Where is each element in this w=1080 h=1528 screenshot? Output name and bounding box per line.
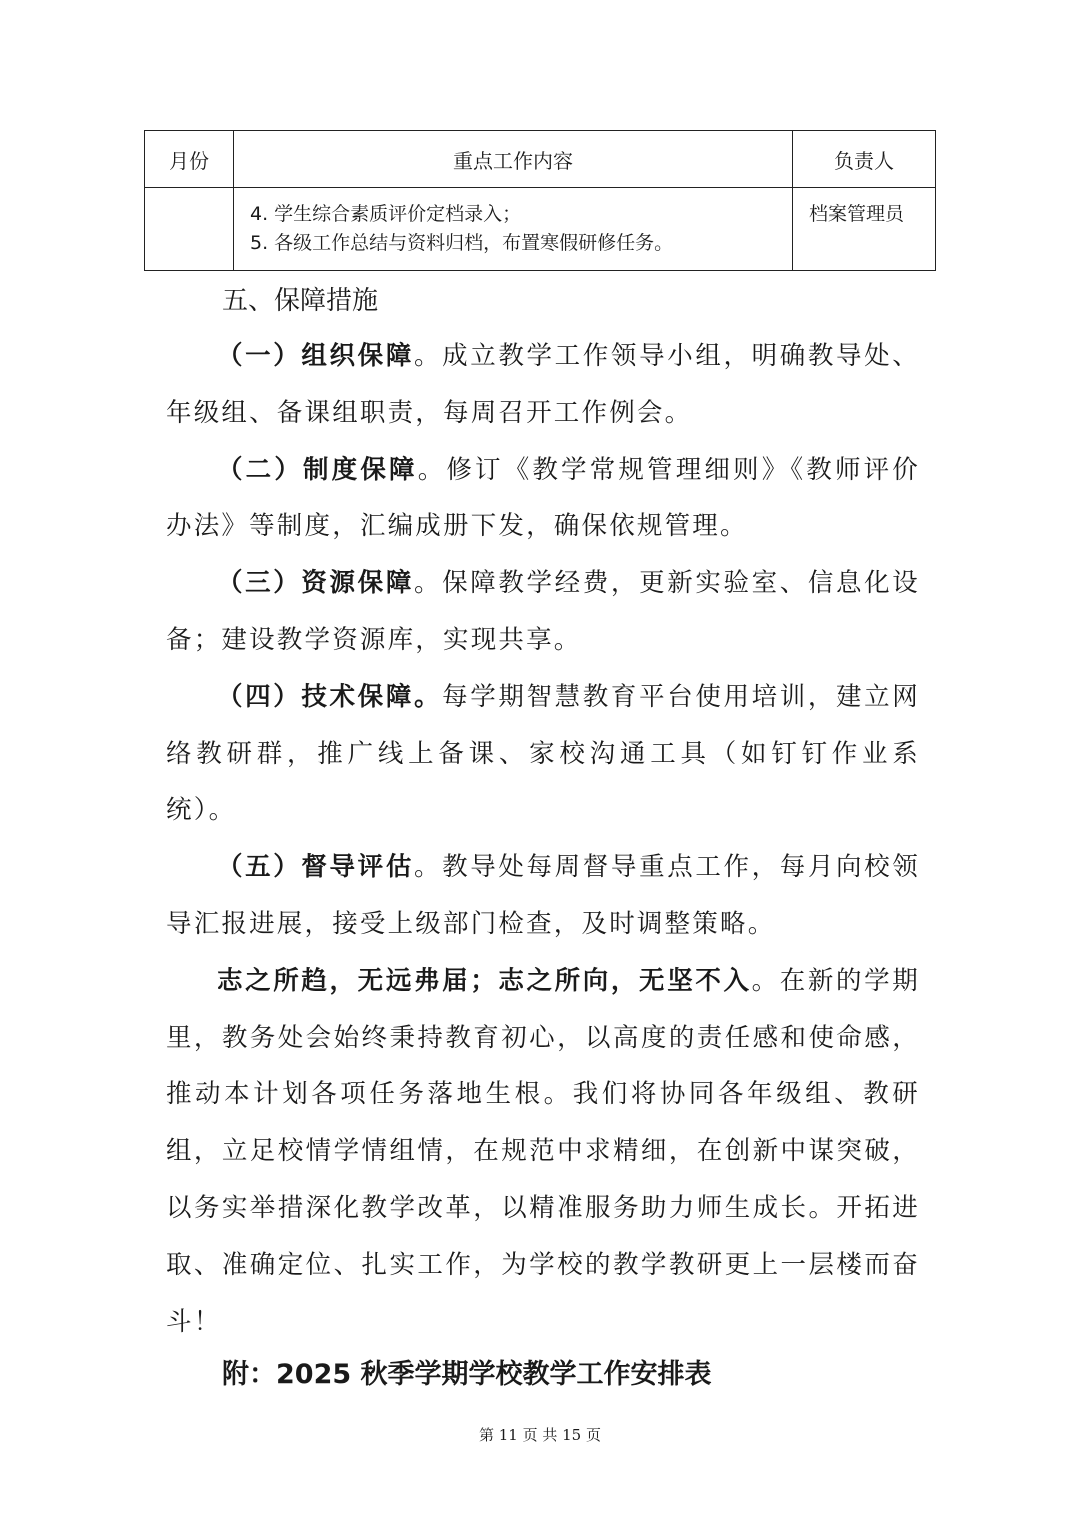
cell-content <box>234 188 793 271</box>
header-owner: 负责人 <box>793 131 936 188</box>
work-schedule-table <box>144 130 936 271</box>
measure-2-head: （二）制度保障 <box>217 454 418 485</box>
measure-5-text: 。教导处每周督导重点工作，每月向校领导汇报进展，接受上级部门检查，及时调整策略。 <box>166 852 920 939</box>
body-text <box>166 328 920 1350</box>
cell-owner: 档案管理员 <box>793 188 936 271</box>
measure-4 <box>166 669 920 839</box>
measure-1 <box>166 328 920 442</box>
table-row <box>145 188 936 271</box>
measure-4-head: （四）技术保障。 <box>217 681 443 712</box>
measure-1-text: 。成立教学工作领导小组，明确教导处、年级组、备课组职责，每周召开工作例会。 <box>166 341 920 428</box>
content-item-5: 5. 各级工作总结与资料归档，布置寒假研修任务。 <box>250 232 674 254</box>
header-month: 月份 <box>145 131 234 188</box>
section-title: 五、保障措施 <box>222 286 379 316</box>
measure-3 <box>166 555 920 669</box>
closing-text: 。在新的学期里，教务处会始终秉持教育初心，以高度的责任感和使命感，推动本计划各项任务落地生根。我们将协同各年级组、教研组，立足校情学情组情，在规范中求精细，在创新中谋突破，以务实举措深化教学改革，以精准服务助力师生成长。开拓进取、准确定位、扎实工作，为学校的教学教研更上一层楼而奋斗！ <box>166 965 920 1337</box>
page-footer: 第 11 页 共 15 页 <box>478 1426 601 1444</box>
measure-4-text: 每学期智慧教育平台使用培训，建立网络教研群，推广线上备课、家校沟通工具（如钉钉作业系统）。 <box>166 681 920 826</box>
measure-5 <box>166 839 920 953</box>
content-item-4: 4. 学生综合素质评价定档录入； <box>250 203 522 225</box>
attachment-note: 附：2025 秋季学期学校教学工作安排表 <box>222 1359 712 1390</box>
measure-2-text: 。修订《教学常规管理细则》《教师评价办法》等制度，汇编成册下发，确保依规管理。 <box>166 454 920 542</box>
measure-3-head: （三）资源保障 <box>217 568 414 599</box>
measure-2 <box>166 442 920 556</box>
table-header-row <box>145 131 936 188</box>
header-content: 重点工作内容 <box>234 131 793 188</box>
closing-head: 志之所趋，无远弗届；志之所向，无坚不入 <box>217 965 752 996</box>
measure-5-head: （五）督导评估 <box>217 852 414 883</box>
cell-month <box>145 188 234 271</box>
measure-1-head: （一）组织保障 <box>217 341 414 371</box>
closing-paragraph <box>166 953 920 1351</box>
measure-3-text: 。保障教学经费，更新实验室、信息化设备；建设教学资源库，实现共享。 <box>166 568 920 655</box>
